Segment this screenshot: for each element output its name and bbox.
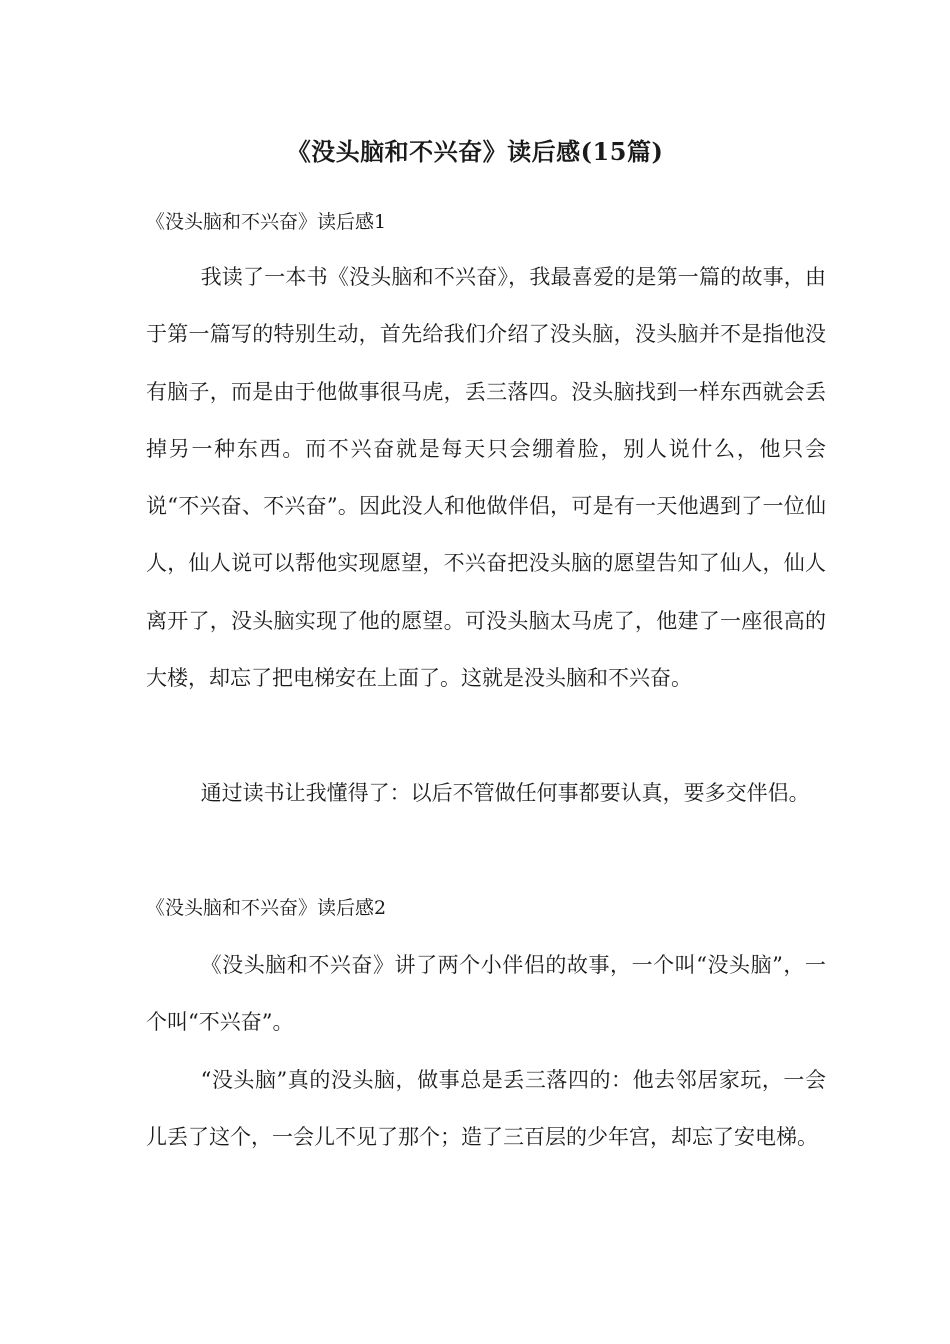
document-title: 《没头脑和不兴奋》读后感(15篇) [286, 137, 664, 166]
section-heading-2: 《没头脑和不兴奋》读后感2 [146, 897, 387, 919]
section-1-paragraph-1: 我读了一本书《没头脑和不兴奋》，我最喜爱的是第一篇的故事，由于第一篇写的特别生动，首先给我们介绍了没头脑，没头脑并不是指他没有脑子，而是由于他做事很马虎，丢三落四。没头脑找到一样东西就会丢掉另一种东西。而不兴奋就是每天只会绷着脸，别人说什么，他只会说“不兴奋、不兴奋”。因此没人和他做伴侣，可是有一天他遇到了一位仙人，仙人说可以帮他实现愿望，不兴奋把没头脑的愿望告知了仙人，仙人离开了，没头脑实现了他的愿望。可没头脑太马虎了，他建了一座很高的大楼，却忘了把电梯安在上面了。这就是没头脑和不兴奋。 [146, 265, 826, 691]
section-2-paragraph-1: 《没头脑和不兴奋》讲了两个小伴侣的故事，一个叫“没头脑”，一个叫“不兴奋”。 [146, 953, 826, 1035]
section-1-paragraph-2: 通过读书让我懂得了：以后不管做任何事都要认真，要多交伴侣。 [200, 781, 810, 805]
section-2-paragraph-2: “没头脑”真的没头脑，做事总是丢三落四的：他去邻居家玩，一会儿丢了这个，一会儿不见了那个；造了三百层的少年宫，却忘了安电梯。 [146, 1068, 826, 1150]
section-heading-1: 《没头脑和不兴奋》读后感1 [146, 211, 387, 233]
